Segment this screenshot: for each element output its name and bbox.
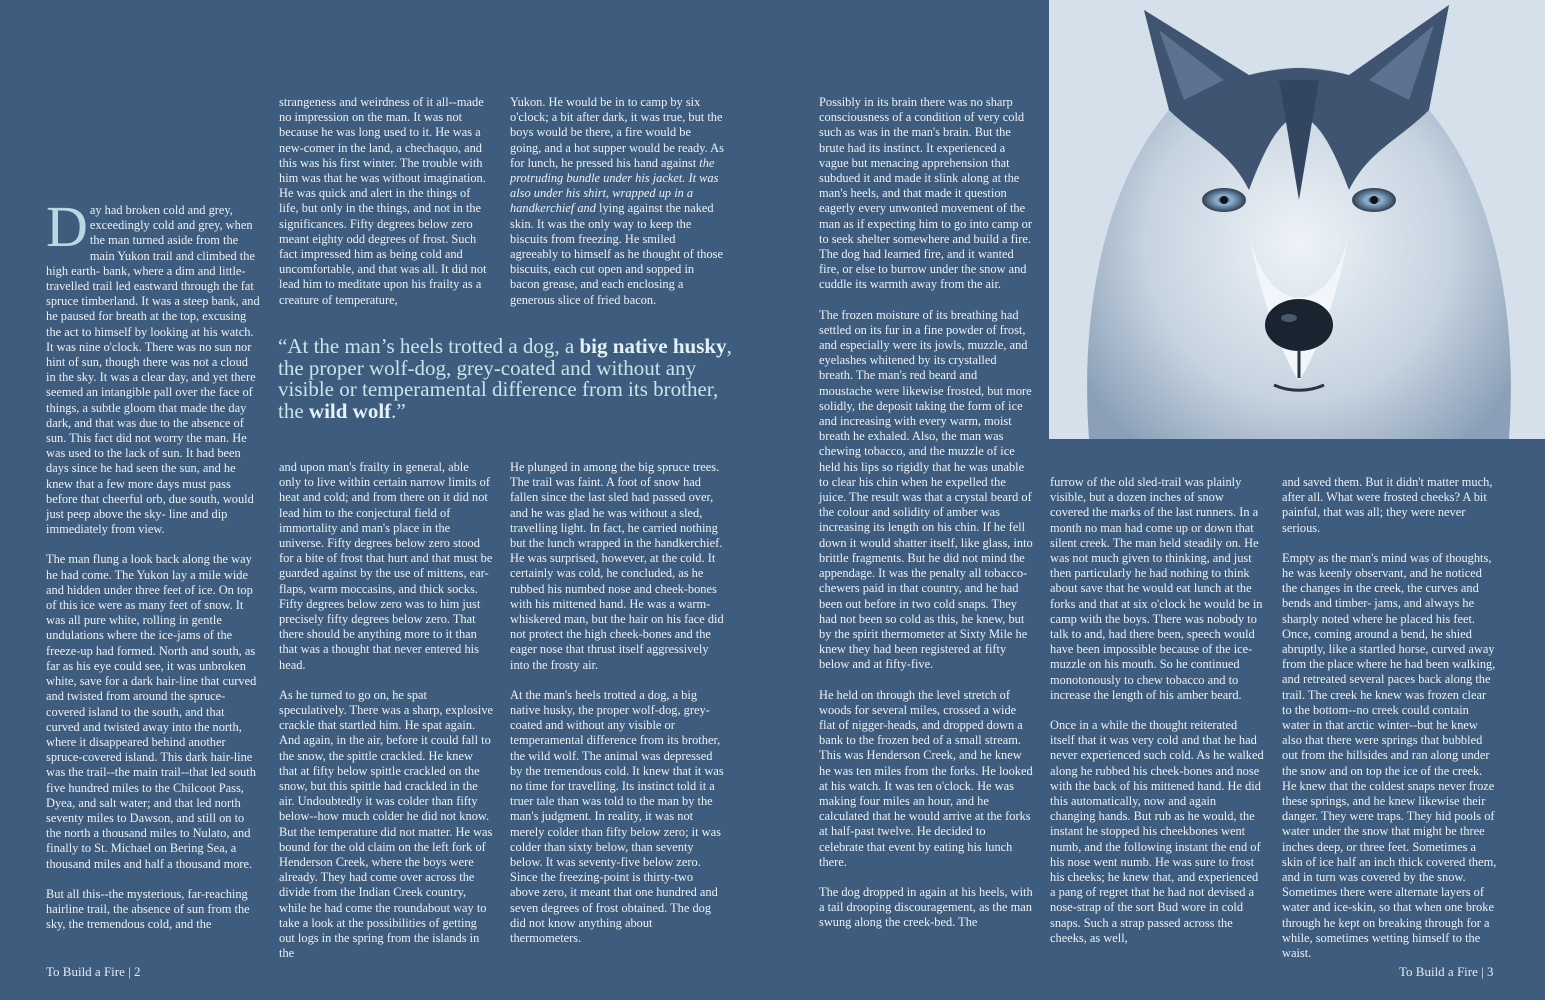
italic-text: the protruding bundle under his jacket. It was also under his shirt, wrapped up in a handkerchief and	[510, 155, 719, 216]
paragraph: As he turned to go on, he spat speculatively. There was a sharp, explosive crackle that startled him. He spat again. And again, in the air, before it could fall to the snow, the spittle crackled. He knew that at fifty below spittle crackled on the snow, but this spittle had crackled in the air. Undoubtedly it was colder than fifty below--how much colder he did not know. But the temperature did not matter. He was bound for the old claim on the left fork of Henderson Creek, where the boys were already. They had come over across the divide from the Indian Creek country, while he had come the roundabout way to take a look at the possibilities of getting out logs in the spring from the islands in the	[279, 687, 494, 961]
pull-quote	[278, 336, 748, 422]
paragraph: strangeness and weirdness of it all--made no impression on the man. It was not because he was long used to it. He was a new-comer in the land, a chechaquo, and this was his first winter. The trouble with him was that he was without imagination. He was quick and alert in the things of life, but only in the things, and not in the significances. Fifty degrees below zero meant eighty odd degrees of frost. Such fact impressed him as being cold and uncomfortable, and that was all. It did not lead him to meditate upon his frailty as a creature of temperature,	[279, 95, 487, 307]
column-6	[1282, 475, 1498, 976]
quote-text: “At the man’s heels trotted a dog, a	[278, 334, 580, 358]
quote-emphasis: big native husky	[579, 334, 727, 358]
paragraph: The dog dropped in again at his heels, with a tail drooping discouragement, as the man swung along the creek-bed. The	[819, 884, 1033, 930]
column-3-top	[510, 95, 724, 323]
quote-emphasis: wild wolf	[308, 398, 392, 423]
paragraph: But all this--the mysterious, far-reaching hairline trail, the absence of sun from the sky, the tremendous cold, and the	[46, 886, 250, 932]
husky-illustration	[1049, 0, 1545, 439]
page-footer-right: To Build a Fire | 3	[1399, 964, 1494, 979]
paragraph: Empty as the man's mind was of thoughts, he was keenly observant, and he noticed the changes in the creek, the curves and bends and timber- jams, and always he sharply noted where he placed his feet. Once, coming around a bend, he shied abruptly, like a startled horse, curved away from the place where he had been walking, and retreated several paces back along the trail. The creek he knew was frozen clear to the bottom--no creek could contain water in that arctic winter--but he knew also that there were springs that bubbled out from the hillsides and ran along under the snow and on top the ice of the creek. He knew that the coldest snaps never froze these springs, and he knew likewise their danger. They were traps. They hid pools of water under the snow that might be three inches deep, or three feet. Sometimes a skin of ice half an inch thick covered them, and in turn was covered by the snow. Sometimes there were alternate layers of water and ice-skin, so that when one broke through he kept on breaking through for a while, sometimes wetting himself to the waist.	[1282, 550, 1497, 961]
paragraph: Possibly in its brain there was no sharp consciousness of a condition of very cold such as was in the man's brain. But the brute had its instinct. It experienced a vague but menacing apprehension that subdued it and made it slink along at the man's heels, and that made it question eagerly every unwonted movement of the man as if expecting him to go into camp or to seek shelter somewhere and build a fire. The dog had learned fire, and it wanted fire, or else to burrow under the snow and cuddle its warmth away from the air.	[819, 95, 1033, 292]
paragraph: and upon man's frailty in general, able only to live within certain narrow limits of heat and cold; and from there on it did not lead him to the conjectural field of immortality and man's place in the universe. Fifty degrees below zero stood for a bite of frost that hurt and that must be guarded against by the use of mittens, ear-flaps, warm moccasins, and thick socks. Fifty degrees below zero was to him just precisely fifty degrees below zero. That there should be anything more to it than that was a thought that never entered his head.	[279, 460, 493, 672]
paragraph: and saved them. But it didn't matter much, after all. What were frosted cheeks? A bit painful, that was all; they were never serious.	[1282, 475, 1493, 535]
quote-text: .”	[391, 398, 406, 423]
column-2-top	[279, 95, 493, 323]
column-4	[819, 95, 1033, 946]
column-1	[46, 194, 260, 947]
paragraph: The frozen moisture of its breathing had settled on its fur in a fine powder of frost, and especially were its jowls, muzzle, and eyelashes whitened by its crystalled breath. The man's red beard and moustache were likewise frosted, but more solidly, the deposit taking the form of ice and increasing with every warm, moist breath he exhaled. Also, the man was chewing tobacco, and the muzzle of ice held his lips so rigidly that he was unable to clear his chin when he expelled the juice. The result was that a crystal beard of the colour and solidity of amber was increasing its length on his chin. If he fell down it would shatter itself, like glass, into brittle fragments. But he did not mind the appendage. It was the penalty all tobacco- chewers paid in that country, and he had been out before in two cold snaps. They had not been so cold as this, he knew, but by the spirit thermometer at Sixty Mile he knew they had been registered at fifty below and at fifty-five.	[819, 307, 1033, 672]
husky-photo	[1049, 0, 1545, 439]
column-2-bottom	[279, 460, 493, 977]
paragraph-text: lying against the naked skin. It was the only way to keep the biscuits from freezing. He smiled agreeably to himself as he thought of those biscuits, each cut open and sopped in bacon grease, and each enclosing a generous slice of fried bacon.	[510, 201, 723, 307]
paragraph: He plunged in among the big spruce trees. The trail was faint. A foot of snow had fallen since the last sled had passed over, and he was glad he was without a sled, travelling light. In fact, he carried nothing but the lunch wrapped in the handkerchief. He was surprised, however, at the cold. It certainly was cold, he concluded, as he rubbed his numbed nose and cheek-bones with his mittened hand. He was a warm-whiskered man, but the hair on his face did not protect the high cheek-bones and the eager nose that thrust itself aggressively into the frosty air.	[510, 460, 724, 672]
page-footer-left: To Build a Fire | 2	[46, 964, 141, 979]
column-3-bottom	[510, 460, 724, 961]
paragraph: Once in a while the thought reiterated itself that it was very cold and that he had never experienced such cold. As he walked along he rubbed his cheek-bones and nose with the back of his mittened hand. He did this automatically, now and again changing hands. But rub as he would, the instant he stopped his cheekbones went numb, and the following instant the end of his nose went numb. He was sure to frost his cheeks; he knew that, and experienced a pang of regret that he had not devised a nose-strap of the sort Bud wore in cold snaps. Such a strap passed across the cheeks, as well,	[1050, 718, 1264, 945]
paragraph-text: ay had broken cold and grey, exceedingly cold and grey, when the man turned aside from the main Yukon trail and climbed the high earth- bank, where a dim and little-travelled trail led eastward through the fat spruce timberland. It was a steep bank, and he paused for breath at the top, excusing the act to himself by looking at his watch. It was nine o'clock. There was no sun nor hint of sun, though there was not a cloud in the sky. It was a clear day, and yet there seemed an intangible pall over the face of things, a subtle gloom that made the day dark, and that was due to the absence of sun. This fact did not worry the man. He was used to the lack of sun. It had been days since he had seen the sun, and he knew that a few more days must pass before that cheerful orb, due south, would just peep above the sky- line and dip immediately from view.	[46, 203, 260, 537]
quote-text: , the proper wolf-dog, grey-coated and without any visible or temperamental difference from its brother, the	[278, 334, 732, 423]
paragraph	[510, 95, 724, 308]
paragraph: furrow of the old sled-trail was plainly visible, but a dozen inches of snow covered the marks of the last runners. In a month no man had come up or down that silent creek. The man held steadily on. He was not much given to thinking, and just then particularly he had nothing to think about save that he would eat lunch at the forks and that at six o'clock he would be in camp with the boys. There was nobody to talk to and, had there been, speech would have been impossible because of the ice-muzzle on his mouth. So he continued monotonously to chew tobacco and to increase the length of his amber beard.	[1050, 475, 1263, 702]
paragraph: He held on through the level stretch of woods for several miles, crossed a wide flat of nigger-heads, and dropped down a bank to the frozen bed of a small stream. This was Henderson Creek, and he knew he was ten miles from the forks. He looked at his watch. It was ten o'clock. He was making four miles an hour, and he calculated that he would arrive at the forks at half-past twelve. He decided to celebrate that event by eating his lunch there.	[819, 687, 1033, 869]
paragraph: At the man's heels trotted a dog, a big native husky, the proper wolf-dog, grey-coated and without any visible or temperamental difference from its brother, the wild wolf. The animal was depressed by the tremendous cold. It knew that it was no time for travelling. Its instinct told it a truer tale than was told to the man by the man's judgment. In reality, it was not merely colder than fifty below zero; it was colder than sixty below, than seventy below. It was seventy-five below zero. Since the freezing-point is thirty-two above zero, it meant that one hundred and seven degrees of frost obtained. The dog did not know anything about thermometers.	[510, 687, 724, 946]
paragraph-text: Yukon. He would be in to camp by six o'clock; a bit after dark, it was true, but the boys would be there, a fire would be going, and a hot supper would be ready. As for lunch, he pressed his hand against	[510, 95, 724, 170]
paragraph: The man flung a look back along the way he had come. The Yukon lay a mile wide and hidden under three feet of ice. On top of this ice were as many feet of snow. It was all pure white, rolling in gentle undulations where the ice-jams of the freeze-up had formed. North and south, as far as his eye could see, it was unbroken white, save for a dark hair-line that curved and twisted from around the spruce- covered island to the south, and that curved and twisted away into the north, where it disappeared behind another spruce-covered island. This dark hair-line was the trail--the main trail--that led south five hundred miles to the Chilcoot Pass, Dyea, and salt water; and that led north seventy miles to Dawson, and still on to the north a thousand miles to Nulato, and finally to St. Michael on Bering Sea, a thousand miles and half a thousand more.	[46, 552, 257, 871]
column-5	[1050, 475, 1264, 961]
paragraph	[46, 194, 260, 537]
drop-cap: D	[46, 194, 88, 259]
